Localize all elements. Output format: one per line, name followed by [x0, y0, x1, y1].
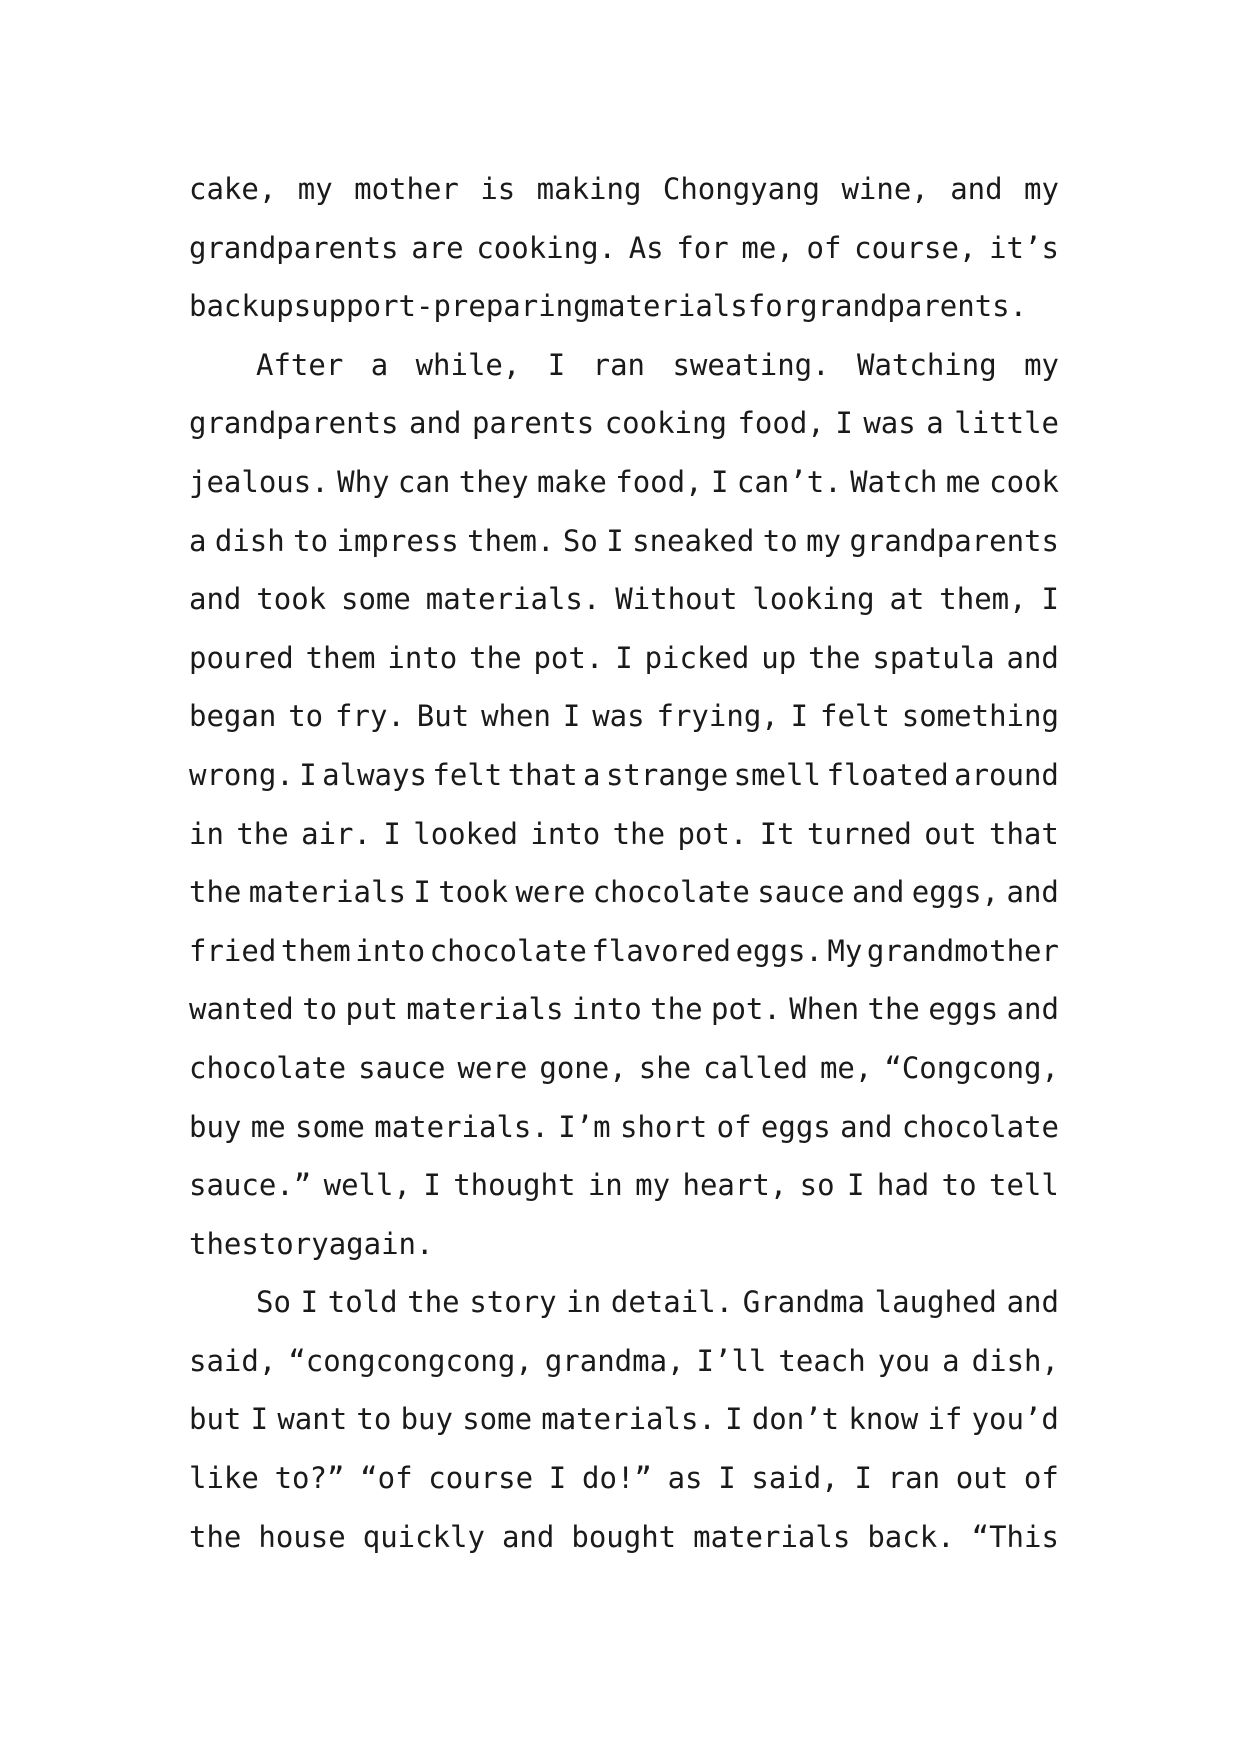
text-word: thought — [453, 1168, 576, 1203]
text-word: backup — [189, 289, 294, 324]
text-word: my — [1024, 172, 1059, 206]
text-word: “This — [971, 1519, 1059, 1554]
text-word: materials — [590, 289, 748, 324]
text-line — [189, 1273, 1059, 1332]
text-word: sweating. — [672, 347, 830, 382]
text-word: in — [566, 1285, 602, 1320]
text-line — [189, 1508, 1059, 1567]
text-word: the — [189, 1226, 242, 1261]
text-word: I — [299, 757, 317, 792]
text-word: I — [562, 699, 581, 734]
text-word: a — [189, 523, 207, 558]
text-word: into — [530, 816, 601, 851]
text-line — [189, 1449, 1059, 1508]
text-word: turned — [807, 816, 912, 851]
text-word: little — [954, 406, 1059, 441]
text-word: the — [407, 1285, 460, 1320]
text-word: So — [562, 523, 598, 558]
text-word: them — [305, 640, 376, 675]
text-word: grandmother — [866, 933, 1059, 968]
text-word: Watch — [850, 464, 938, 499]
text-word: and — [1006, 1285, 1059, 1320]
text-line — [189, 805, 1059, 864]
text-word: were — [457, 1050, 528, 1085]
text-word: food, — [615, 464, 703, 499]
text-word: I — [847, 1168, 865, 1203]
text-word: support — [293, 289, 416, 324]
text-word: something — [901, 699, 1059, 734]
text-word: Why — [337, 464, 390, 499]
text-word: the — [808, 640, 861, 675]
text-word: “congcongcong, — [288, 1343, 533, 1378]
text-word: making — [536, 172, 642, 206]
text-word: said, — [751, 1461, 839, 1496]
text-line — [189, 1215, 1059, 1274]
text-word: again. — [328, 1226, 434, 1261]
text-word: mother — [354, 172, 459, 206]
text-word: ran — [592, 347, 646, 382]
text-line — [189, 219, 1059, 278]
text-word: chocolate — [189, 1050, 347, 1085]
text-word: sauce.” — [189, 1168, 312, 1203]
text-word: pot. — [533, 640, 604, 675]
text-word: had — [876, 1168, 930, 1203]
text-word: my — [806, 523, 842, 558]
text-word: As — [628, 230, 664, 265]
text-word: out — [955, 1461, 1009, 1496]
text-word: was — [863, 406, 916, 441]
text-line — [189, 394, 1059, 453]
text-word: you — [877, 1343, 931, 1378]
text-word: called — [703, 1050, 808, 1085]
text-word: air. — [301, 816, 371, 851]
text-word: into — [355, 933, 426, 968]
text-word: materials. — [425, 582, 601, 617]
text-word: course — [428, 1461, 534, 1496]
text-word: the — [650, 992, 703, 1027]
text-word: of — [806, 230, 842, 265]
essay-body — [189, 160, 1059, 1566]
text-word: grandparents. — [800, 289, 1028, 324]
text-word: that — [507, 757, 578, 792]
text-word: picked — [644, 640, 750, 675]
text-word: materials — [248, 875, 406, 910]
text-word: it’s — [989, 230, 1059, 265]
text-word: sauce — [757, 875, 845, 910]
text-word: into — [571, 992, 642, 1027]
text-word: my — [297, 172, 333, 206]
text-word: I’m — [558, 1109, 611, 1144]
text-word: But — [416, 699, 470, 734]
text-line — [189, 277, 1059, 336]
text-word: poured — [189, 640, 294, 675]
text-word: dish, — [971, 1343, 1059, 1378]
text-word: laughed — [874, 1285, 997, 1320]
text-word: eggs — [760, 1109, 831, 1144]
text-line — [189, 746, 1059, 805]
text-line — [189, 570, 1059, 629]
text-word: know — [848, 1402, 919, 1437]
text-word: food, — [737, 406, 825, 441]
text-word: make — [537, 464, 607, 499]
text-word: the — [867, 992, 920, 1027]
text-word: to — [941, 1168, 977, 1203]
text-word: bought — [571, 1519, 677, 1554]
text-word: buy — [400, 1402, 453, 1437]
text-word: the — [469, 640, 522, 675]
text-word: Chongyang — [662, 172, 821, 206]
text-word: felt — [820, 699, 890, 734]
text-line — [189, 336, 1059, 395]
text-word: me — [945, 464, 981, 499]
text-word: at — [889, 582, 925, 617]
text-word: eggs. — [735, 933, 823, 968]
text-word: them, — [939, 582, 1027, 617]
text-word: detail. — [610, 1285, 734, 1320]
text-line — [189, 512, 1059, 571]
text-word: while, — [415, 347, 521, 382]
text-word: that — [989, 816, 1059, 851]
text-word: pot. — [710, 992, 781, 1027]
text-word: quickly — [362, 1519, 485, 1554]
text-word: story — [469, 1285, 557, 1320]
text-word: if — [927, 1402, 963, 1437]
text-word: tell — [989, 1168, 1059, 1203]
text-word: and — [501, 1519, 555, 1554]
text-word: in — [587, 1168, 623, 1203]
text-line — [189, 629, 1059, 688]
text-line — [189, 1390, 1059, 1449]
text-word: I — [547, 347, 566, 382]
text-word: dish — [214, 523, 285, 558]
text-word: I’ll — [696, 1343, 767, 1378]
text-word: I — [423, 1168, 441, 1203]
text-line — [189, 1039, 1059, 1098]
text-word: the — [189, 875, 242, 910]
text-word: Grandma — [742, 1285, 865, 1320]
text-word: were — [515, 875, 586, 910]
text-word: and — [1006, 992, 1059, 1027]
text-word: but — [189, 1402, 242, 1437]
text-word: sneaked — [632, 523, 755, 558]
text-word: cooking — [604, 406, 727, 441]
text-word: to — [356, 1402, 392, 1437]
text-word: After — [256, 347, 344, 382]
text-word: house — [258, 1519, 346, 1554]
text-word: a — [926, 406, 944, 441]
text-word: and — [409, 406, 462, 441]
text-word: up — [761, 640, 797, 675]
text-word: they — [458, 464, 529, 499]
text-word: materials. — [541, 1402, 716, 1437]
text-word: story — [241, 1226, 329, 1261]
text-word: eggs — [928, 992, 999, 1027]
text-word: I — [250, 1402, 269, 1437]
text-word: It — [759, 816, 795, 851]
text-word: grandparents — [189, 230, 399, 265]
text-word: materials — [406, 992, 564, 1027]
text-word: ran — [887, 1461, 941, 1496]
text-word: back. — [867, 1519, 955, 1554]
text-word: I — [854, 1461, 872, 1496]
text-word: cooking. — [476, 230, 616, 265]
text-word: to — [288, 699, 324, 734]
text-word: wine, — [841, 172, 929, 206]
text-word: to — [293, 523, 329, 558]
text-line — [189, 1098, 1059, 1157]
text-word: and — [1006, 640, 1059, 675]
text-word: “Congcong, — [884, 1050, 1059, 1085]
text-word: chocolate — [429, 933, 587, 968]
text-word: want — [277, 1402, 348, 1437]
text-word: flavored — [591, 933, 732, 968]
text-word: and — [851, 875, 905, 910]
text-line — [189, 453, 1059, 512]
text-word: frying, — [656, 699, 779, 734]
text-word: chocolate — [592, 875, 750, 910]
text-word: to — [762, 523, 798, 558]
text-word: is — [480, 172, 516, 206]
text-word: a — [583, 757, 601, 792]
text-word: me, — [819, 1050, 873, 1085]
text-word: and — [1006, 875, 1059, 910]
text-word: grandparents — [189, 406, 399, 441]
text-word: and — [840, 1109, 893, 1144]
text-word: spatula — [872, 640, 995, 675]
text-word: out — [924, 816, 977, 851]
text-word: as — [667, 1461, 703, 1496]
text-word: I — [718, 1461, 736, 1496]
text-word: some — [462, 1402, 533, 1437]
text-word: you’d — [971, 1402, 1059, 1437]
text-word: them — [280, 933, 351, 968]
text-word: some — [341, 582, 411, 617]
text-word: took — [438, 875, 509, 910]
text-word: grandparents — [849, 523, 1059, 558]
text-word: I — [790, 699, 809, 734]
text-word: I — [300, 1285, 319, 1320]
text-word: materials. — [374, 1109, 549, 1144]
text-word: a — [942, 1343, 960, 1378]
text-word: a — [370, 347, 389, 382]
text-word: took — [256, 582, 327, 617]
text-word: parents — [471, 406, 595, 441]
text-line — [189, 687, 1059, 746]
text-word: me, — [741, 230, 794, 265]
text-word: eggs, — [911, 875, 1000, 910]
text-word: I — [725, 1402, 743, 1437]
text-word: preparing — [433, 289, 591, 324]
text-word: can — [397, 464, 451, 499]
text-word: them. — [467, 523, 555, 558]
text-word: the — [612, 816, 666, 851]
text-word: so — [799, 1168, 835, 1203]
text-word: the — [236, 816, 289, 851]
text-word: began — [189, 699, 277, 734]
text-word: Watching — [856, 347, 997, 382]
text-word: to — [302, 992, 338, 1027]
text-line — [189, 922, 1059, 981]
text-word: short — [619, 1109, 708, 1144]
text-word: buy — [189, 1109, 242, 1144]
text-word: put — [345, 992, 398, 1027]
text-word: fried — [189, 933, 277, 968]
text-word: gone, — [539, 1050, 627, 1085]
text-word: and — [950, 172, 1003, 206]
text-word: - — [415, 289, 434, 324]
text-line — [189, 863, 1059, 922]
text-word: I — [606, 523, 624, 558]
text-word: strange — [605, 757, 729, 792]
text-word: floated — [826, 757, 949, 792]
text-word: jealous. — [189, 464, 329, 499]
text-word: I — [711, 464, 729, 499]
text-word: sauce — [358, 1050, 446, 1085]
text-line — [189, 1332, 1059, 1391]
text-word: teach — [778, 1343, 866, 1378]
text-word: looking — [752, 582, 875, 617]
text-word: she — [638, 1050, 692, 1085]
text-word: when — [481, 699, 551, 734]
text-word: for — [676, 230, 729, 265]
text-word: Without — [615, 582, 738, 617]
text-line — [189, 160, 1059, 219]
text-word: smell — [733, 757, 821, 792]
text-word: wrong. — [189, 757, 294, 792]
text-word: cake, — [189, 172, 277, 206]
text-word: I — [383, 816, 401, 851]
text-word: was — [592, 699, 645, 734]
text-line — [189, 1156, 1059, 1215]
text-word: wanted — [189, 992, 294, 1027]
text-word: always — [322, 757, 427, 792]
text-word: like — [189, 1461, 259, 1496]
text-word: the — [189, 1519, 242, 1554]
text-word: So — [256, 1285, 291, 1320]
text-word: do!” — [581, 1461, 652, 1496]
text-word: in — [189, 816, 224, 851]
text-word: into — [387, 640, 458, 675]
text-word: cook — [989, 464, 1059, 499]
text-word: course, — [854, 230, 977, 265]
text-word: impress — [336, 523, 459, 558]
text-word: I — [615, 640, 633, 675]
text-line — [189, 980, 1059, 1039]
text-word: I — [548, 1461, 567, 1496]
text-word: my — [635, 1168, 671, 1203]
text-word: don’t — [751, 1402, 840, 1437]
text-word: I — [835, 406, 853, 441]
text-word: some — [295, 1109, 365, 1144]
text-word: and — [189, 582, 242, 617]
text-word: said, — [189, 1343, 277, 1378]
text-word: told — [327, 1285, 398, 1320]
text-word: felt — [432, 757, 503, 792]
text-word: When — [789, 992, 860, 1027]
text-word: I — [413, 875, 431, 910]
text-word: around — [954, 757, 1059, 792]
text-word: looked — [413, 816, 519, 851]
text-word: are — [411, 230, 464, 265]
text-word: of — [716, 1109, 752, 1144]
text-word: grandma, — [544, 1343, 685, 1378]
text-word: me — [250, 1109, 286, 1144]
text-word: for — [747, 289, 801, 324]
text-word: materials — [693, 1519, 851, 1554]
text-word: My — [827, 933, 863, 968]
text-word: fry. — [335, 699, 405, 734]
text-word: of — [1023, 1461, 1059, 1496]
text-word: well, — [323, 1168, 411, 1203]
text-word: chocolate — [901, 1109, 1059, 1144]
text-word: “of — [360, 1461, 413, 1496]
text-word: can’t. — [736, 464, 842, 499]
text-word: my — [1024, 347, 1059, 382]
text-word: to?” — [274, 1461, 345, 1496]
text-word: I — [1041, 582, 1059, 617]
text-word: heart, — [682, 1168, 788, 1203]
text-word: pot. — [677, 816, 748, 851]
